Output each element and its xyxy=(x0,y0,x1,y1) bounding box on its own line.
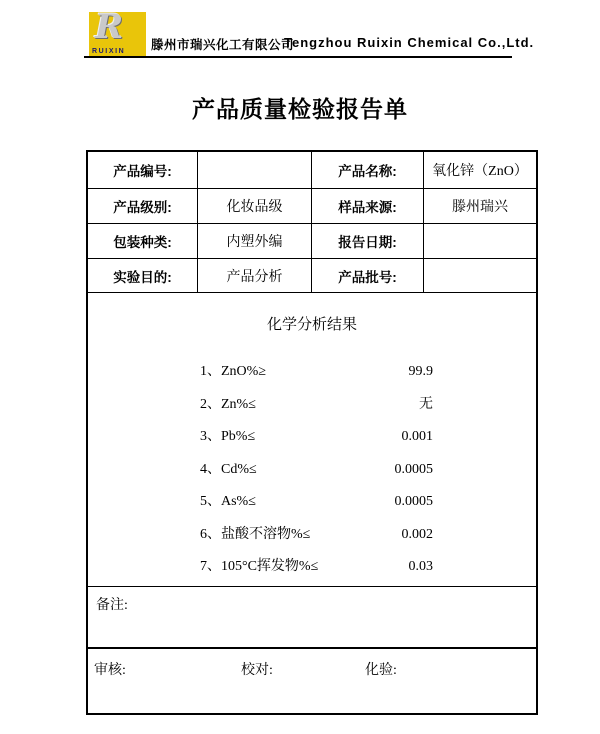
analysis-item-name: 3、Pb%≤ xyxy=(200,429,256,444)
header-divider xyxy=(84,56,512,58)
analysis-item xyxy=(88,519,536,552)
analysis-item xyxy=(88,421,536,454)
analysis-item-value: 0.0005 xyxy=(394,461,433,477)
analysis-item xyxy=(88,486,536,519)
test-purpose-label: 实验目的: xyxy=(88,259,198,293)
logo-r-glyph: R xyxy=(95,12,124,47)
remarks-row xyxy=(88,587,536,649)
analysis-item-name: 4、Cd%≤ xyxy=(200,461,257,477)
analysis-items xyxy=(88,356,536,584)
packaging-type-value: 内塑外编 xyxy=(198,224,312,259)
packaging-type-label: 包装种类: xyxy=(88,224,198,259)
analysis-item-name: 7、105°C挥发物%≤ xyxy=(200,559,319,574)
company-name-english: Tengzhou Ruixin Chemical Co.,Ltd. xyxy=(284,35,535,50)
analysis-item-value: 0.03 xyxy=(408,559,433,574)
review-label: 审核: xyxy=(94,663,126,678)
company-name-chinese: 滕州市瑞兴化工有限公司 xyxy=(151,38,295,52)
analysis-section xyxy=(88,293,536,587)
page-title: 产品质量检验报告单 xyxy=(192,96,408,122)
product-grade-value: 化妆品级 xyxy=(198,189,312,224)
product-name-value: 氧化锌（ZnO） xyxy=(424,152,536,189)
analysis-item-value: 0.002 xyxy=(401,526,433,542)
sample-source-value: 滕州瑞兴 xyxy=(424,189,536,224)
report-date-label: 报告日期: xyxy=(312,224,424,259)
test-purpose-value: 产品分析 xyxy=(198,259,312,293)
info-row xyxy=(88,152,536,189)
assay-label: 化验: xyxy=(365,663,397,678)
info-row xyxy=(88,259,536,293)
analysis-item xyxy=(88,389,536,422)
analysis-item-value: 0.0005 xyxy=(394,494,433,509)
analysis-item xyxy=(88,356,536,389)
company-logo-icon xyxy=(89,12,146,57)
analysis-item-name: 6、盐酸不溶物%≤ xyxy=(200,526,311,542)
analysis-item-value: 无 xyxy=(419,396,433,412)
info-row xyxy=(88,189,536,224)
analysis-heading: 化学分析结果 xyxy=(266,317,357,333)
analysis-item-value: 99.9 xyxy=(408,364,433,379)
proofread-label: 校对: xyxy=(241,663,273,678)
product-grade-label: 产品级别: xyxy=(88,189,198,224)
analysis-item-name: 5、As%≤ xyxy=(200,494,256,509)
product-number-label: 产品编号: xyxy=(88,152,198,189)
analysis-item-name: 2、Zn%≤ xyxy=(200,396,256,412)
analysis-item-value: 0.001 xyxy=(401,429,433,444)
signature-row xyxy=(88,649,536,713)
logo-caption: RUIXIN xyxy=(92,48,126,55)
batch-number-value xyxy=(424,259,536,293)
batch-number-label: 产品批号: xyxy=(312,259,424,293)
sample-source-label: 样品来源: xyxy=(312,189,424,224)
info-row xyxy=(88,224,536,259)
analysis-item xyxy=(88,454,536,487)
product-name-label: 产品名称: xyxy=(312,152,424,189)
report-date-value xyxy=(424,224,536,259)
remarks-label: 备注: xyxy=(96,598,128,613)
analysis-item xyxy=(88,551,536,584)
report-table xyxy=(86,150,538,715)
analysis-item-name: 1、ZnO%≥ xyxy=(200,364,267,379)
product-number-value xyxy=(198,152,312,189)
